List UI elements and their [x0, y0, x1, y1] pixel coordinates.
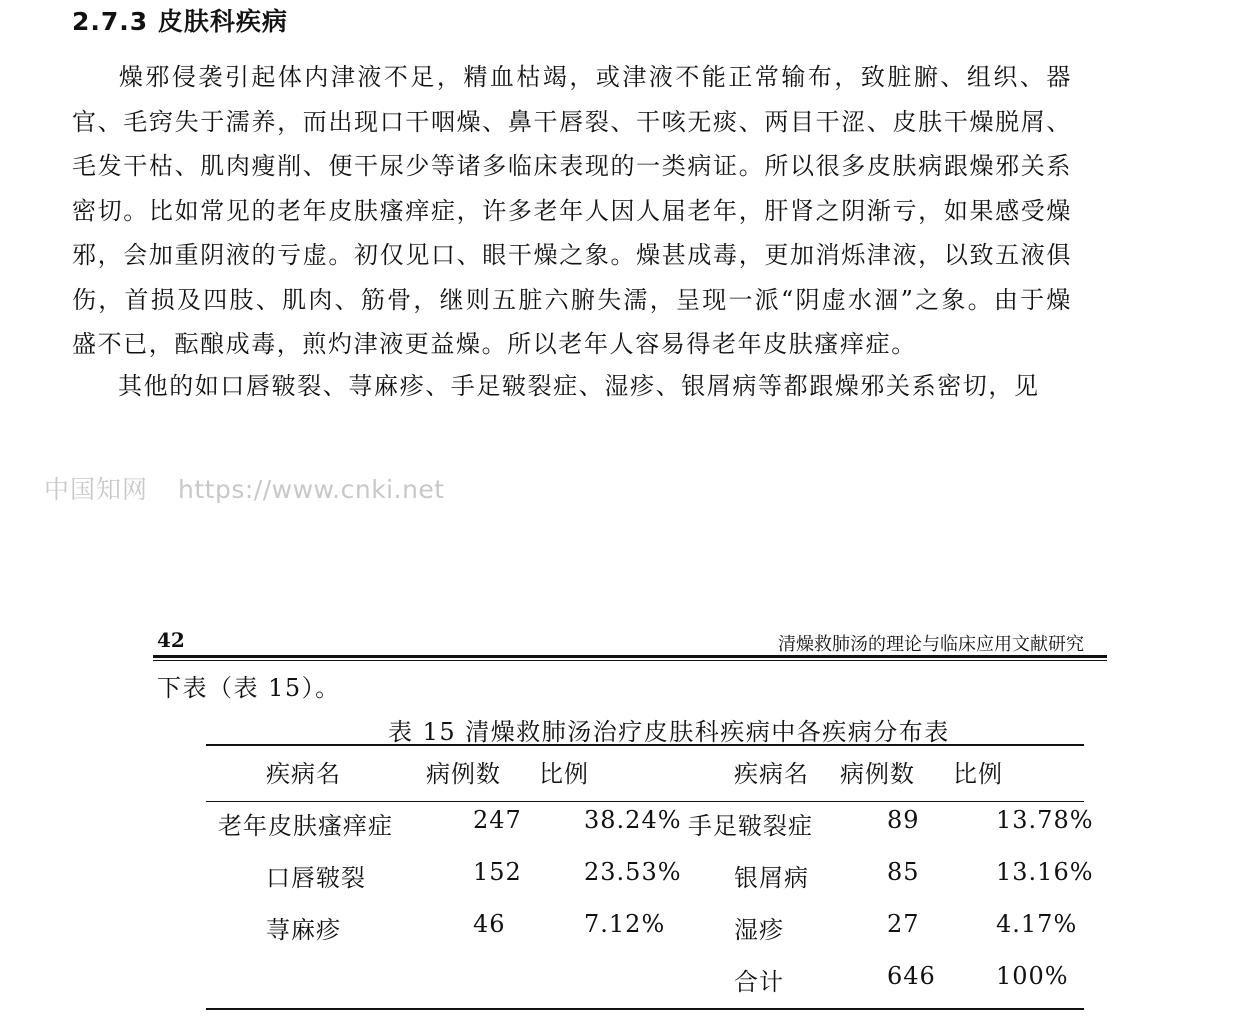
header-ratio-right: 比例	[953, 760, 1003, 788]
header-cases-right: 病例数	[840, 760, 915, 788]
body-paragraph-1	[72, 55, 1072, 367]
table-title: 表 15 清燥救肺汤治疗皮肤科疾病中各疾病分布表	[388, 718, 950, 746]
section-heading: 2.7.3 皮肤科疾病	[72, 7, 288, 36]
header-rule-thick	[153, 655, 1107, 658]
table-bottom-rule	[206, 1008, 1084, 1010]
running-title: 清燥救肺汤的理论与临床应用文献研究	[778, 634, 1084, 655]
table-cell-ratio: 13.78%	[996, 806, 1094, 834]
body-paragraph-2	[72, 364, 1072, 409]
watermark-site-name: 中国知网	[44, 475, 149, 504]
table-cell-disease: 手足皲裂症	[688, 812, 813, 840]
table-top-rule	[206, 744, 1084, 746]
table-cell-cases: 46	[473, 910, 506, 938]
table-cell-disease: 口唇皲裂	[266, 864, 366, 892]
table-cell-ratio: 7.12%	[584, 910, 666, 938]
cnki-watermark	[44, 470, 445, 506]
header-disease-left: 疾病名	[266, 760, 341, 788]
table-cell-cases: 27	[887, 910, 920, 938]
table-cell-cases: 89	[887, 806, 920, 834]
table-cell-disease: 老年皮肤瘙痒症	[218, 812, 393, 840]
table-cell-total-cases: 646	[887, 962, 936, 990]
table-cell-disease: 荨麻疹	[266, 916, 341, 944]
table-header-rule	[206, 801, 1084, 802]
table-cell-ratio: 38.24%	[584, 806, 682, 834]
table-cell-total-label: 合计	[734, 968, 784, 996]
header-ratio-left: 比例	[539, 760, 589, 788]
table-cell-disease: 湿疹	[734, 916, 784, 944]
paragraph-1-text: 燥邪侵袭引起体内津液不足，精血枯竭，或津液不能正常输布，致脏腑、组织、器官、毛窍失于濡养，而出现口干咽燥、鼻干唇裂、干咳无痰、两目干涩、皮肤干燥脱屑、毛发干枯、肌肉瘦削、便干尿少等诸多临床表现的一类病证。所以很多皮肤病跟燥邪关系密切。比如常见的老年皮肤瘙痒症，许多老年人因人届老年，肝肾之阴渐亏，如果感受燥邪，会加重阴液的亏虚。初仅见口、眼干燥之象。燥甚成毒，更加消烁津液，以致五液俱伤，首损及四肢、肌肉、筋骨，继则五脏六腑失濡，呈现一派“阴虚水涸”之象。由于燥盛不已，酝酿成毒，煎灼津液更益燥。所以老年人容易得老年皮肤瘙痒症。	[72, 63, 1072, 358]
table-cell-cases: 85	[887, 858, 920, 886]
watermark-url: https://www.cnki.net	[178, 475, 445, 504]
table-cell-ratio: 4.17%	[996, 910, 1078, 938]
page-number: 42	[157, 628, 185, 652]
header-disease-right: 疾病名	[734, 760, 809, 788]
table-cell-cases: 247	[473, 806, 522, 834]
table-cell-ratio: 13.16%	[996, 858, 1094, 886]
table-cell-total-ratio: 100%	[996, 962, 1069, 990]
table-cell-cases: 152	[473, 858, 522, 886]
table-cell-ratio: 23.53%	[584, 858, 682, 886]
paragraph-2-text: 其他的如口唇皲裂、荨麻疹、手足皲裂症、湿疹、银屑病等都跟燥邪关系密切，见	[118, 372, 1040, 400]
continuation-text: 下表（表 15）。	[157, 674, 341, 702]
header-rule-thin	[153, 660, 1107, 661]
header-cases-left: 病例数	[426, 760, 501, 788]
table-cell-disease: 银屑病	[734, 864, 809, 892]
